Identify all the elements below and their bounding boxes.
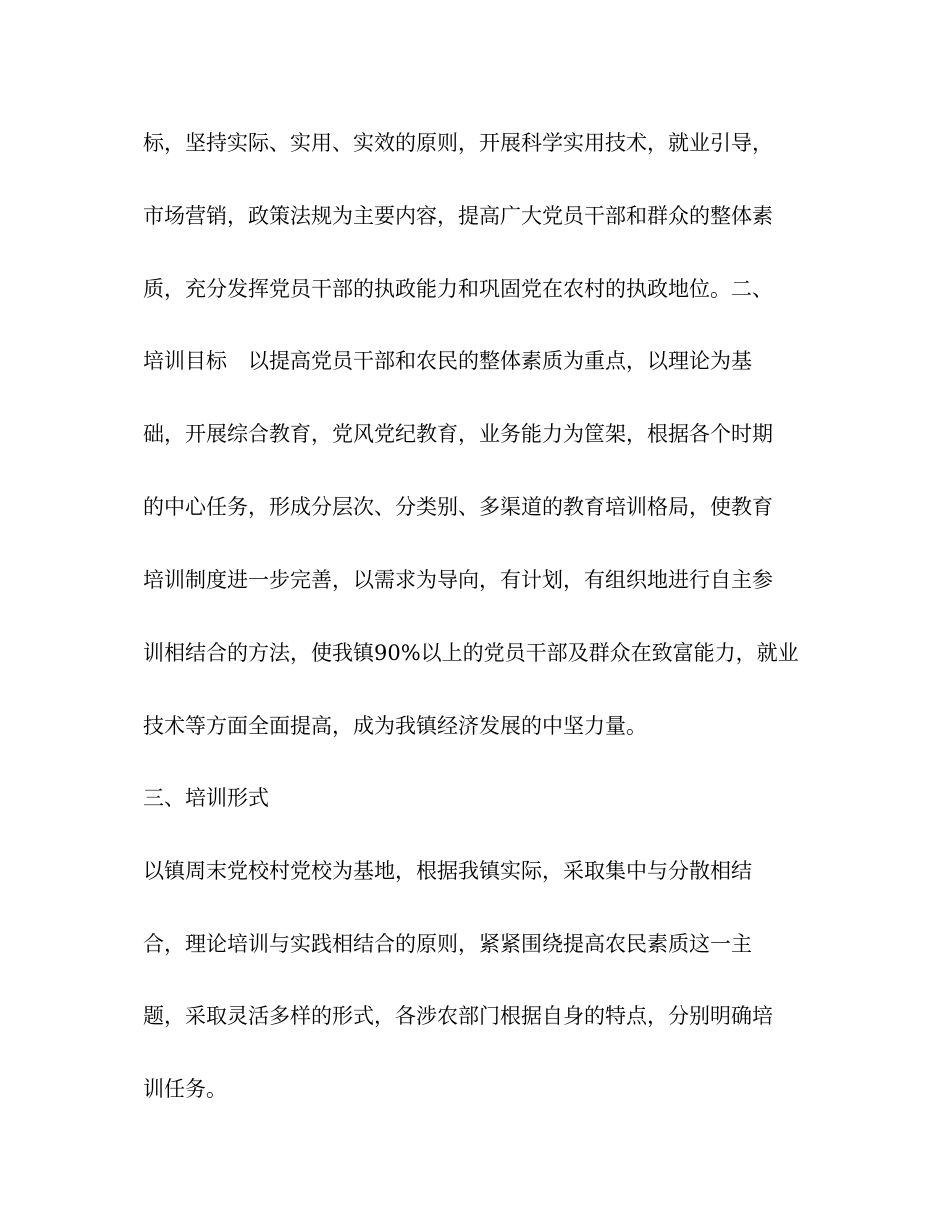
paragraph-line: 标，坚持实际、实用、实效的原则，开展科学实用技术，就业引导， [143, 131, 773, 155]
paragraph-line: 培训目标 以提高党员干部和农民的整体素质为重点，以理论为基 [143, 349, 752, 373]
section-heading: 三、培训形式 [143, 786, 269, 810]
paragraph-line: 培训制度进一步完善，以需求为导向，有计划，有组织地进行自主参 [143, 568, 773, 592]
paragraph-line: 训任务。 [143, 1077, 227, 1101]
paragraph-line: 训相结合的方法，使我镇90%以上的党员干部及群众在致富能力，就业 [143, 641, 799, 665]
paragraph-line: 技术等方面全面提高，成为我镇经济发展的中坚力量。 [143, 714, 647, 738]
paragraph-line: 质，充分发挥党员干部的执政能力和巩固党在农村的执政地位。二、 [143, 277, 773, 301]
paragraph-line: 的中心任务，形成分层次、分类别、多渠道的教育培训格局，使教育 [143, 495, 773, 519]
paragraph-line: 合，理论培训与实践相结合的原则，紧紧围绕提高农民素质这一主 [143, 932, 752, 956]
paragraph-line: 础，开展综合教育，党风党纪教育，业务能力为筐架，根据各个时期 [143, 422, 773, 446]
paragraph-line: 市场营销，政策法规为主要内容，提高广大党员干部和群众的整体素 [143, 204, 773, 228]
paragraph-line: 题，采取灵活多样的形式，各涉农部门根据自身的特点，分别明确培 [143, 1004, 773, 1028]
paragraph-line: 以镇周末党校村党校为基地，根据我镇实际，采取集中与分散相结 [143, 859, 752, 883]
